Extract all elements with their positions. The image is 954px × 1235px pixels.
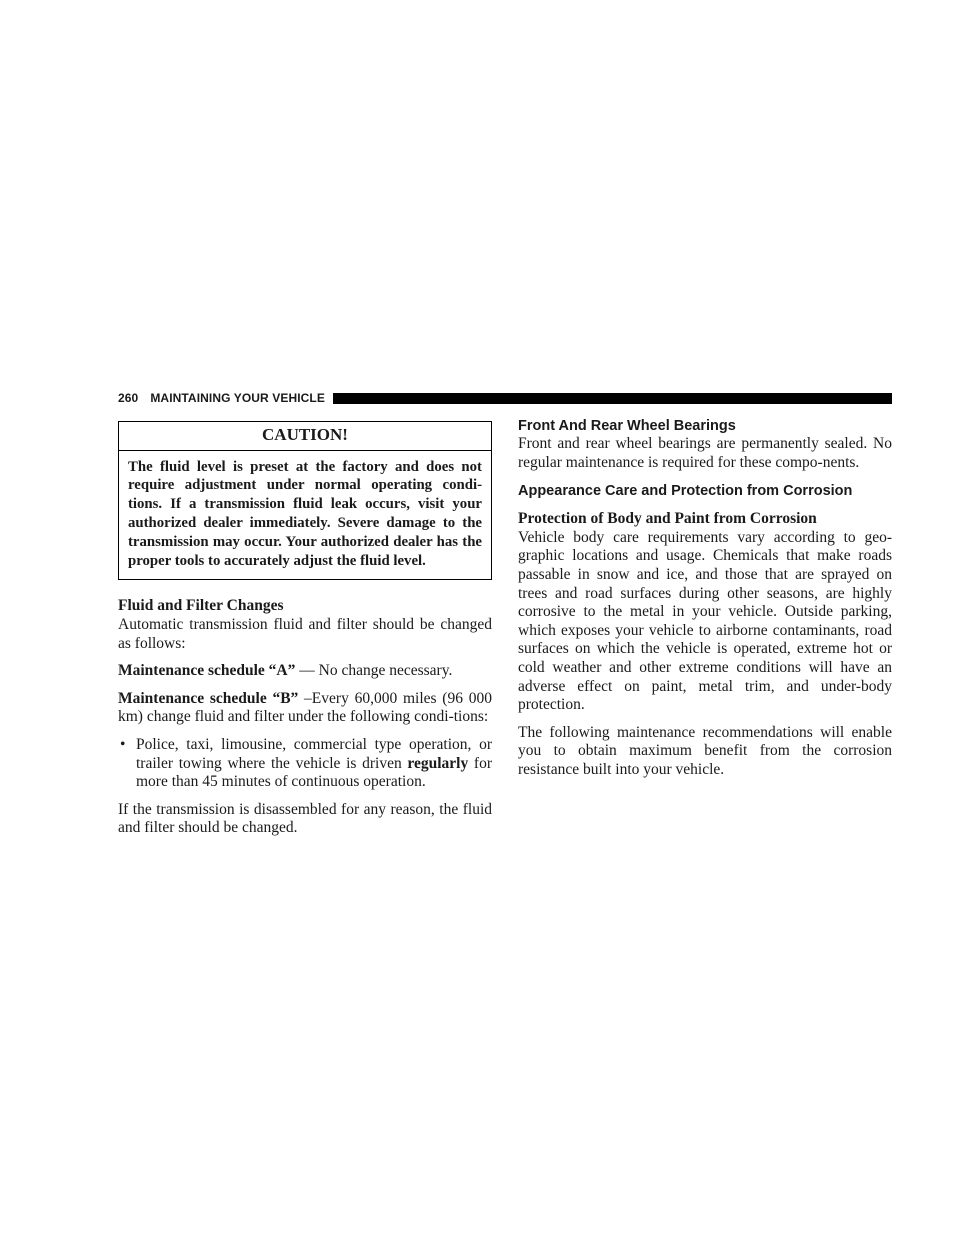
header-rule [333,393,892,404]
page-header [118,390,892,406]
conditions-list [118,736,492,792]
appearance-heading: Appearance Care and Protection from Corrosion [518,483,853,500]
fluid-filter-text: Automatic transmission fluid and filter should be changed as follows: [118,615,492,652]
protection-text: Vehicle body care requirements vary according to geo-graphic locations and usage. Chemicals that make roads passable in snow and ice, and those that are sprayed on trees and road surfaces during other seasons, are highly corrosive to the metal in your vehicle. Outside parking, which exposes your vehicle to airborne contaminants, road surfaces on which the vehicle is operated, extreme hot or cold weather and other extreme conditions will have an adverse effect on paint, metal trim, and under-body protection. [518,528,892,714]
right-column [518,417,892,780]
caution-title: CAUTION! [119,422,491,451]
left-column [118,421,492,838]
bearings-heading: Front And Rear Wheel Bearings [518,418,736,434]
protection-heading: Protection of Body and Paint from Corrosion [518,510,817,528]
bullet-bold: regularly [407,754,469,772]
section-title: MAINTAINING YOUR VEHICLE [150,391,325,405]
schedule-b-paragraph [118,690,492,727]
fluid-filter-heading: Fluid and Filter Changes [118,597,284,615]
schedule-a-label: Maintenance schedule “A” [118,662,296,680]
schedule-a-text: — No change necessary. [295,662,453,680]
list-item [118,736,492,792]
closing-paragraph: If the transmission is disassembled for any reason, the fluid and filter should be changed. [118,800,492,837]
schedule-b-label: Maintenance schedule “B” [118,689,299,707]
bullet-text-start: Police, taxi, limousine, commercial type operation, or trailer towing where the vehicle is driven [136,735,492,772]
recommend-text: The following maintenance recommendations will enable you to obtain maximum benefit from the corrosion resistance built into your vehicle. [518,723,892,778]
caution-box [118,421,492,580]
bearings-text: Front and rear wheel bearings are permanently sealed. No regular maintenance is required for these compo-nents. [518,435,892,471]
bullet-icon: • [120,735,126,753]
caution-body: The fluid level is preset at the factory and does not require adjustment under normal operating condi-tions. If a transmission fluid leak occurs, visit your authorized dealer immediately. Severe damage to the transmission may occur. Your authorized dealer has the proper tools to accurately adjust the fluid level. [128,458,482,569]
schedule-b-text: –Every 60,000 miles (96 000 km) change fluid and filter under the following condi-tions: [118,689,492,726]
schedule-a-paragraph [118,662,492,681]
page-number: 260 [118,391,139,405]
bullet-text-end: for more than 45 minutes of continuous operation. [136,754,492,791]
